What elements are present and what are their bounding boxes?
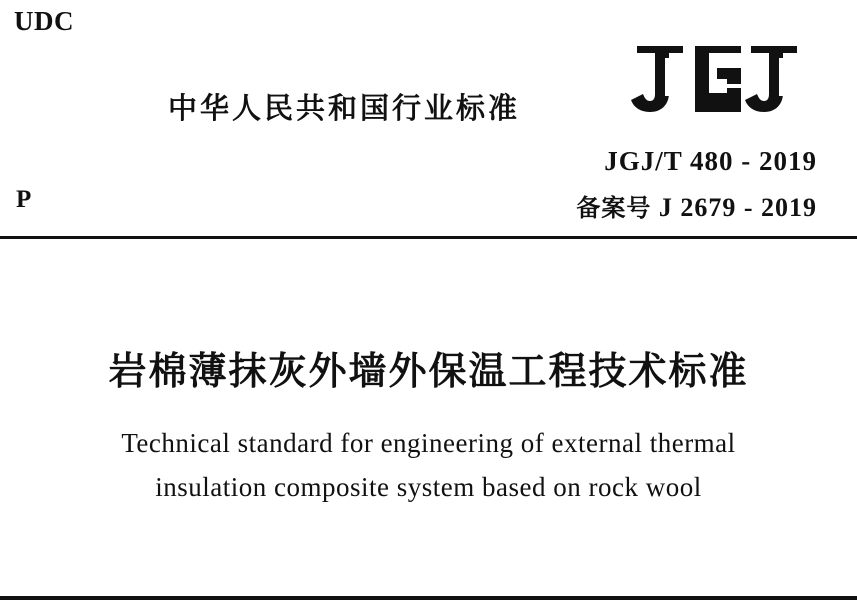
standard-number: JGJ/T 480 - 2019	[604, 146, 817, 176]
jgj-logo	[629, 38, 819, 116]
record-number	[576, 188, 817, 223]
document-title-en-line-1: Technical standard for engineering of external thermal	[121, 428, 736, 458]
document-title-en	[0, 421, 857, 509]
record-number-value: J 2679 - 2019	[658, 193, 817, 222]
cover-header	[0, 0, 857, 238]
udc-label: UDC	[14, 6, 74, 36]
header-divider-rule	[0, 236, 857, 239]
classification-mark: P	[16, 186, 32, 213]
title-block	[0, 340, 857, 509]
footer-divider-rule	[0, 596, 857, 600]
document-title-cn: 岩棉薄抹灰外墙外保温工程技术标准	[108, 349, 749, 393]
standard-series-title-cn: 中华人民共和国行业标准	[168, 91, 521, 125]
record-number-label: 备案号	[576, 194, 652, 222]
document-title-en-line-2: insulation composite system based on rock wool	[155, 472, 702, 502]
